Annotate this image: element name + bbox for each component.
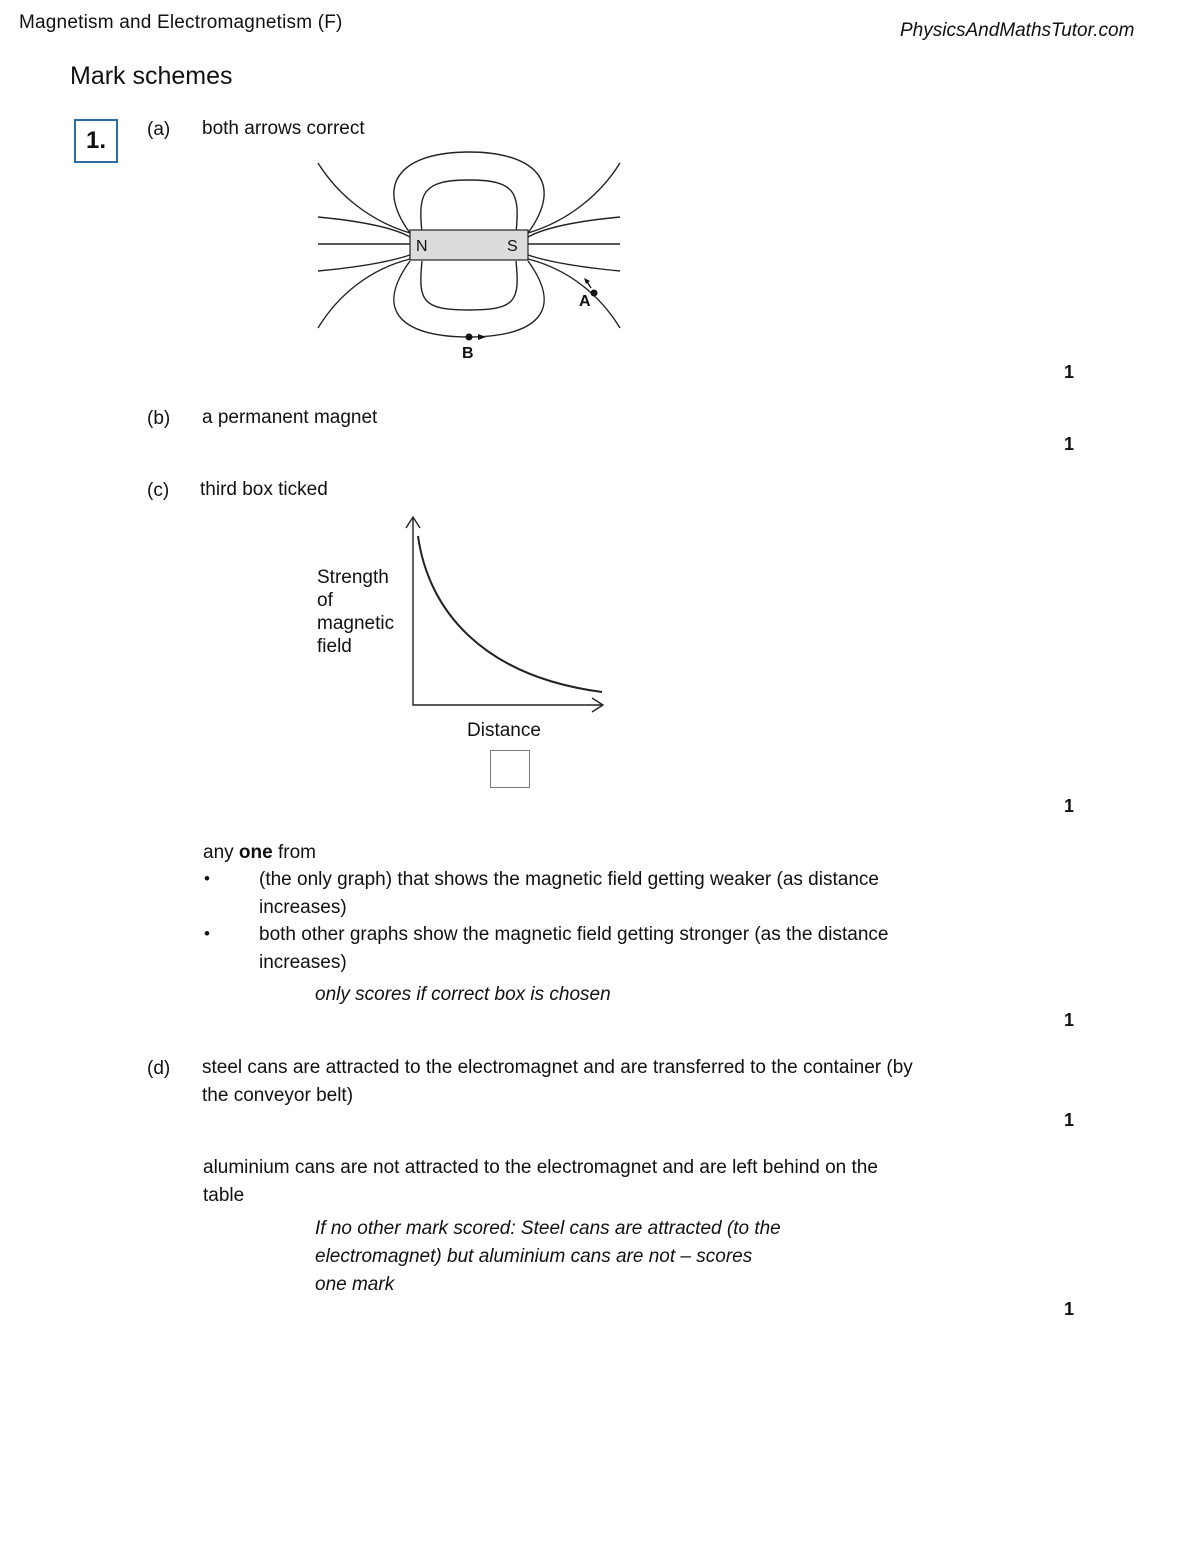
page-title: Mark schemes bbox=[70, 62, 233, 90]
part-a-label: (a) bbox=[147, 119, 171, 140]
part-d-text1-line1: steel cans are attracted to the electromagnet and are transferred to the container (by bbox=[202, 1057, 913, 1078]
part-c-label: (c) bbox=[147, 480, 170, 501]
mark-c1: 1 bbox=[1064, 796, 1075, 816]
y-label-line1: Strength bbox=[317, 567, 389, 588]
any-suffix: from bbox=[272, 842, 316, 863]
graph-axes bbox=[413, 517, 603, 705]
mark-c2: 1 bbox=[1064, 1010, 1075, 1030]
y-label-line3: magnetic bbox=[317, 613, 395, 634]
point-a-arrowhead bbox=[584, 278, 590, 284]
field-line-inner-top bbox=[421, 180, 517, 233]
mark-d1: 1 bbox=[1064, 1110, 1075, 1130]
part-c-text: third box ticked bbox=[200, 479, 328, 500]
part-d-label: (d) bbox=[147, 1058, 171, 1079]
part-a-text: both arrows correct bbox=[202, 118, 365, 139]
mark-b: 1 bbox=[1064, 434, 1075, 454]
graph-y-label bbox=[317, 567, 399, 657]
graph-curve bbox=[418, 536, 602, 692]
any-one-from bbox=[203, 839, 316, 867]
part-d-text2-line1: aluminium cans are not attracted to the electromagnet and are left behind on the bbox=[203, 1157, 878, 1178]
header-right: PhysicsAndMathsTutor.com bbox=[900, 20, 1135, 41]
north-pole-label: N bbox=[416, 238, 428, 255]
field-line-outer-bottom bbox=[394, 261, 544, 337]
graph-x-label: Distance bbox=[467, 720, 541, 741]
part-d-note-line2: electromagnet) but aluminium cans are not – scores bbox=[315, 1246, 753, 1267]
south-pole-label: S bbox=[507, 238, 518, 255]
y-label-line4: field bbox=[317, 636, 352, 657]
y-label-line2: of bbox=[317, 590, 333, 611]
part-d-text2-line2: table bbox=[203, 1185, 245, 1206]
part-b-text: a permanent magnet bbox=[202, 407, 378, 428]
bullet-2-line2: increases) bbox=[259, 952, 347, 973]
mark-d2: 1 bbox=[1064, 1299, 1075, 1319]
part-d-note-line1: If no other mark scored: Steel cans are attracted (to the bbox=[315, 1218, 781, 1239]
header-left: Magnetism and Electromagnetism (F) bbox=[19, 12, 343, 33]
part-b-label: (b) bbox=[147, 408, 171, 429]
point-b-arrowhead bbox=[478, 334, 486, 340]
part-d-note-line3: one mark bbox=[315, 1274, 395, 1295]
any-bold: one bbox=[238, 842, 273, 863]
bullet-1-dot: • bbox=[204, 869, 210, 888]
answer-tick-box bbox=[490, 750, 530, 788]
part-d-text1-line2: the conveyor belt) bbox=[202, 1085, 354, 1106]
point-a-dot bbox=[591, 290, 598, 297]
magnetic-field-diagram bbox=[300, 145, 640, 370]
field-strength-graph bbox=[310, 508, 620, 748]
point-a-label: A bbox=[579, 293, 591, 310]
mark-a: 1 bbox=[1064, 362, 1075, 382]
question-number-box: 1. bbox=[74, 119, 118, 163]
bullet-2-dot: • bbox=[204, 924, 210, 943]
field-line-outer-top bbox=[394, 152, 544, 233]
field-line-left-upper1 bbox=[318, 217, 410, 237]
point-b-dot bbox=[466, 334, 473, 341]
point-b-label: B bbox=[462, 345, 474, 362]
part-c-note: only scores if correct box is chosen bbox=[315, 984, 611, 1005]
bullet-1-line1: (the only graph) that shows the magnetic field getting weaker (as distance bbox=[259, 869, 879, 890]
bullet-1-line2: increases) bbox=[259, 897, 347, 918]
bullet-2-line1: both other graphs show the magnetic field getting stronger (as the distance bbox=[259, 924, 889, 945]
field-line-inner-bottom bbox=[421, 261, 517, 310]
any-prefix: any bbox=[203, 842, 239, 863]
field-line-right-upper1 bbox=[528, 217, 620, 237]
